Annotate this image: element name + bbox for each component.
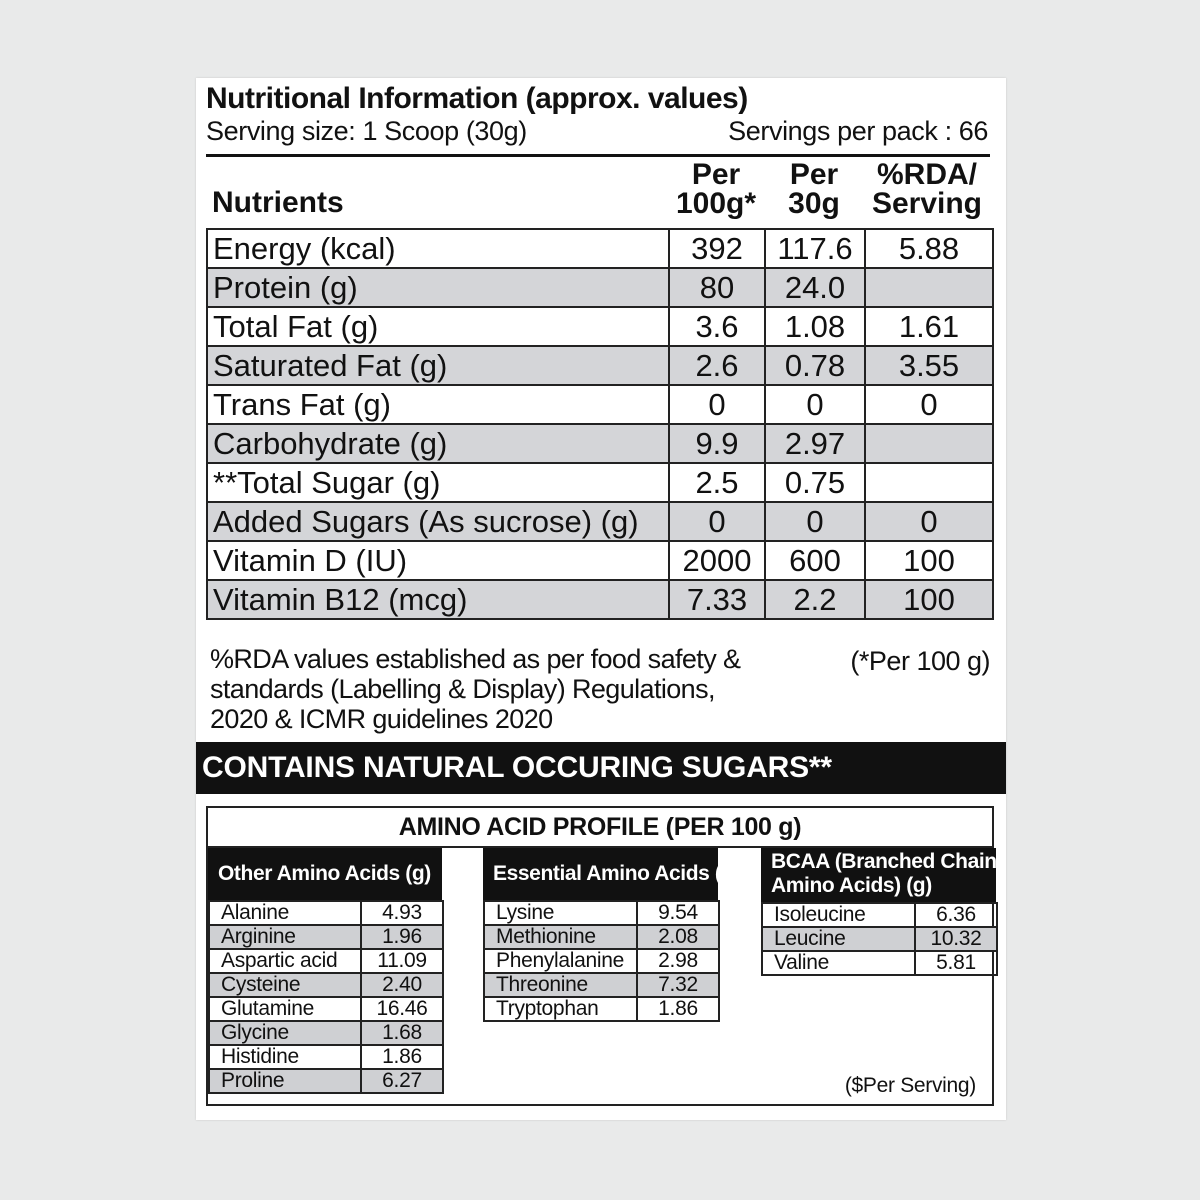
bcaa-header xyxy=(761,848,996,902)
nutrient-rda: 0 xyxy=(865,385,993,424)
table-row xyxy=(209,949,443,973)
nutrient-rda: 1.61 xyxy=(865,307,993,346)
nutrient-per30: 24.0 xyxy=(765,268,865,307)
table-row xyxy=(209,1045,443,1069)
amino-name: Methionine xyxy=(484,925,637,949)
amino-value: 1.68 xyxy=(361,1021,443,1045)
label-title: Nutritional Information (approx. values) xyxy=(206,82,748,115)
nutrient-per30: 0.78 xyxy=(765,346,865,385)
nutrient-per100: 2.5 xyxy=(669,463,765,502)
other-amino-table xyxy=(208,900,444,1094)
nutrient-rda xyxy=(865,268,993,307)
table-row xyxy=(484,925,719,949)
bcaa-header-line2: Amino Acids) (g) xyxy=(771,874,932,897)
amino-value: 16.46 xyxy=(361,997,443,1021)
other-amino-header: Other Amino Acids (g) xyxy=(208,848,442,900)
nutrient-row-total-sugar xyxy=(207,463,993,502)
amino-name: Histidine xyxy=(209,1045,361,1069)
header-per-100g-line1: Per xyxy=(691,158,741,191)
amino-name: Glutamine xyxy=(209,997,361,1021)
header-per-30g-line1: Per xyxy=(789,158,839,191)
nutrient-per100: 7.33 xyxy=(669,580,765,619)
nutrient-per30: 0 xyxy=(765,385,865,424)
nutrient-name: Total Fat (g) xyxy=(207,307,669,346)
amino-profile-title: AMINO ACID PROFILE (PER 100 g) xyxy=(208,808,992,848)
header-rda-line2: Serving xyxy=(871,187,983,220)
nutrient-per100: 392 xyxy=(669,229,765,268)
essential-amino-table xyxy=(483,900,720,1022)
nutrient-name: Protein (g) xyxy=(207,268,669,307)
nutrition-label xyxy=(196,78,1006,1120)
nutrient-row-energy xyxy=(207,229,993,268)
amino-name: Leucine xyxy=(762,927,915,951)
nutrient-per30: 117.6 xyxy=(765,229,865,268)
nutrient-rda xyxy=(865,463,993,502)
bcaa-header-line1: BCAA (Branched Chain xyxy=(771,850,997,873)
nutrient-rda: 3.55 xyxy=(865,346,993,385)
amino-name: Arginine xyxy=(209,925,361,949)
nutrient-rda: 100 xyxy=(865,580,993,619)
header-per-30g xyxy=(764,160,864,218)
table-row xyxy=(484,949,719,973)
serving-size: Serving size: 1 Scoop (30g) xyxy=(206,116,527,146)
nutrient-name: Energy (kcal) xyxy=(207,229,669,268)
table-row xyxy=(762,927,997,951)
essential-amino-header: Essential Amino Acids (g) xyxy=(483,848,718,900)
nutrient-name: Vitamin D (IU) xyxy=(207,541,669,580)
bcaa-table xyxy=(761,902,998,976)
amino-name: Cysteine xyxy=(209,973,361,997)
amino-name: Tryptophan xyxy=(484,997,637,1021)
amino-value: 4.93 xyxy=(361,901,443,925)
nutrient-per100: 0 xyxy=(669,385,765,424)
title-divider xyxy=(206,154,990,157)
nutrient-per30: 0.75 xyxy=(765,463,865,502)
nutrient-name: Saturated Fat (g) xyxy=(207,346,669,385)
nutrient-per100: 80 xyxy=(669,268,765,307)
nutrient-per30: 2.97 xyxy=(765,424,865,463)
amino-value: 9.54 xyxy=(637,901,719,925)
per-100g-note: (*Per 100 g) xyxy=(850,646,990,676)
table-row xyxy=(209,1021,443,1045)
amino-name: Glycine xyxy=(209,1021,361,1045)
amino-value: 5.81 xyxy=(915,951,997,975)
amino-value: 2.98 xyxy=(637,949,719,973)
nutrient-per100: 9.9 xyxy=(669,424,765,463)
amino-value: 7.32 xyxy=(637,973,719,997)
nutrient-name: Added Sugars (As sucrose) (g) xyxy=(207,502,669,541)
amino-name: Proline xyxy=(209,1069,361,1093)
rda-footnote: %RDA values established as per food safety & standards (Labelling & Display) Regulations, 2020 & ICMR guidelines 2020 xyxy=(210,644,741,734)
natural-sugars-banner: CONTAINS NATURAL OCCURING SUGARS** xyxy=(196,742,1006,794)
nutrient-per100: 2000 xyxy=(669,541,765,580)
header-rda-line1: %RDA/ xyxy=(876,158,977,191)
nutrient-per30: 2.2 xyxy=(765,580,865,619)
per-serving-note: ($Per Serving) xyxy=(844,1074,976,1097)
nutrient-per100: 3.6 xyxy=(669,307,765,346)
amino-value: 2.40 xyxy=(361,973,443,997)
nutrient-rda xyxy=(865,424,993,463)
nutrient-name: Carbohydrate (g) xyxy=(207,424,669,463)
nutrient-row-total-fat xyxy=(207,307,993,346)
nutrient-row-vitamin-d xyxy=(207,541,993,580)
amino-name: Alanine xyxy=(209,901,361,925)
nutrient-per30: 0 xyxy=(765,502,865,541)
amino-value: 1.86 xyxy=(637,997,719,1021)
amino-value: 11.09 xyxy=(361,949,443,973)
nutrient-name: **Total Sugar (g) xyxy=(207,463,669,502)
amino-name: Valine xyxy=(762,951,915,975)
header-rda-serving xyxy=(864,160,990,218)
nutrient-per30: 600 xyxy=(765,541,865,580)
header-per-30g-line2: 30g xyxy=(788,187,840,220)
amino-value: 6.36 xyxy=(915,903,997,927)
table-row xyxy=(762,903,997,927)
nutrient-name: Vitamin B12 (mcg) xyxy=(207,580,669,619)
table-row xyxy=(762,951,997,975)
nutrient-rda: 0 xyxy=(865,502,993,541)
header-nutrients: Nutrients xyxy=(212,186,344,219)
header-per-100g xyxy=(668,160,764,218)
table-row xyxy=(484,973,719,997)
nutrient-per100: 2.6 xyxy=(669,346,765,385)
nutrient-rda: 100 xyxy=(865,541,993,580)
nutrient-row-protein xyxy=(207,268,993,307)
amino-value: 1.86 xyxy=(361,1045,443,1069)
amino-name: Lysine xyxy=(484,901,637,925)
servings-per-pack: Servings per pack : 66 xyxy=(728,116,988,146)
amino-acid-profile xyxy=(206,806,997,1106)
amino-value: 2.08 xyxy=(637,925,719,949)
amino-value: 6.27 xyxy=(361,1069,443,1093)
table-row xyxy=(209,997,443,1021)
nutrient-row-added-sugars xyxy=(207,502,993,541)
nutrient-per100: 0 xyxy=(669,502,765,541)
table-row xyxy=(209,1069,443,1093)
nutrient-row-vitamin-b12 xyxy=(207,580,993,619)
nutrients-table xyxy=(206,228,994,620)
nutrient-rda: 5.88 xyxy=(865,229,993,268)
table-row xyxy=(484,997,719,1021)
amino-name: Isoleucine xyxy=(762,903,915,927)
table-row xyxy=(209,901,443,925)
nutrient-row-carbohydrate xyxy=(207,424,993,463)
table-row xyxy=(484,901,719,925)
nutrient-per30: 1.08 xyxy=(765,307,865,346)
nutrient-name: Trans Fat (g) xyxy=(207,385,669,424)
amino-name: Threonine xyxy=(484,973,637,997)
nutrient-row-saturated-fat xyxy=(207,346,993,385)
amino-name: Aspartic acid xyxy=(209,949,361,973)
nutrient-row-trans-fat xyxy=(207,385,993,424)
table-row xyxy=(209,925,443,949)
amino-value: 1.96 xyxy=(361,925,443,949)
amino-name: Phenylalanine xyxy=(484,949,637,973)
amino-value: 10.32 xyxy=(915,927,997,951)
header-per-100g-line2: 100g* xyxy=(675,187,757,220)
table-row xyxy=(209,973,443,997)
